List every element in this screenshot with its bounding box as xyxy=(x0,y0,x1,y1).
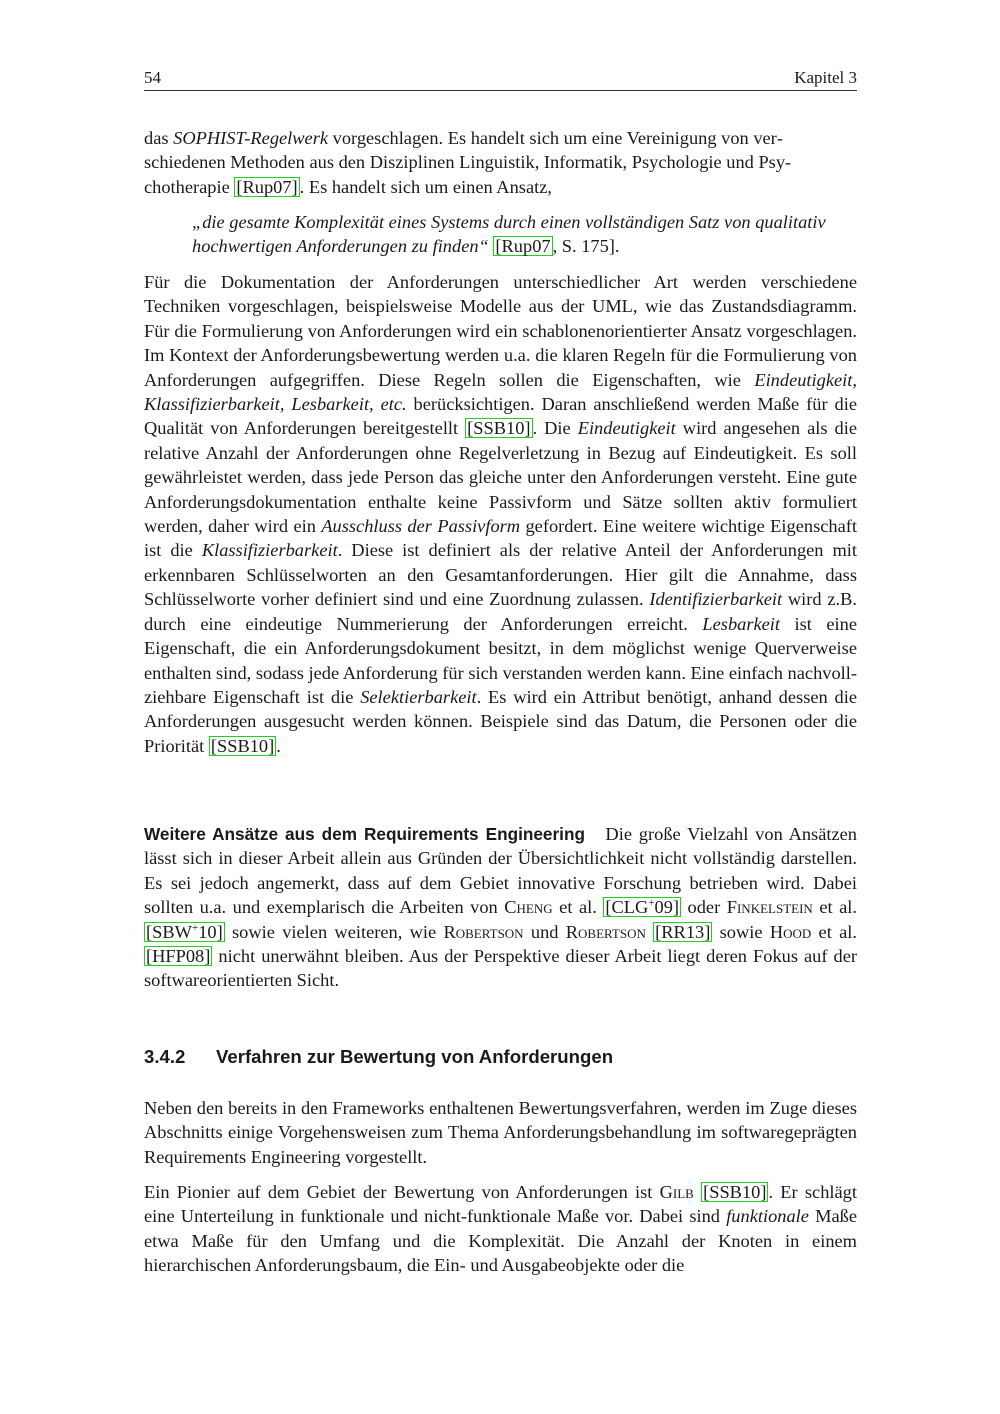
section-title: Verfahren zur Bewertung von Anforderungen xyxy=(216,1046,614,1067)
block-quote: „die gesamte Komplexität eines Systems durch einen vollständigen Satz von qualitativ hochwertigen Anforderungen zu finden“ [Rup07 , S. 175]. xyxy=(192,212,826,257)
citation-link[interactable]: [SBW+10] xyxy=(146,921,223,942)
section-heading xyxy=(144,1046,613,1068)
paragraph-heading: Weitere Ansätze aus dem Requirements Engineering xyxy=(144,824,585,844)
citation-link[interactable]: [HFP08] xyxy=(146,946,211,967)
citation-link[interactable]: [SSB10] xyxy=(703,1182,767,1202)
citation-link[interactable]: [SSB10] xyxy=(467,418,531,439)
citation-link[interactable]: [SSB10] xyxy=(210,735,275,756)
paragraph-sophist: das SOPHIST-Regelwerk vorgeschlagen. Es handelt sich um eine Vereinigung von verschiedenen Methoden aus den Disziplinen Linguistik, Informatik, Psychologie und Psychotherapie [Rup07] . Es handelt sich um einen Ansatz, xyxy=(144,128,792,197)
running-header xyxy=(144,64,857,91)
citation-link[interactable]: [Rup07 xyxy=(495,236,551,257)
paragraph-intro-evaluation: Neben den bereits in den Frameworks enthaltenen Bewertungsverfahren, werden im Zuge dieses Abschnitts einige Vorgehensweisen zum Thema Anforderungsbehandlung im softwaregeprägten Requirements Engineering vorgestellt. xyxy=(144,1098,857,1167)
citation-link[interactable]: [CLG+09] xyxy=(605,897,680,918)
citation-link[interactable]: [Rup07] xyxy=(236,176,298,197)
paragraph-further-approaches: Weitere Ansätze aus dem Requirements Engineering Die große Vielzahl von Ansätzen lässt sich in dieser Arbeit allein aus Gründen der Übersichtlichkeit nicht vollständig darstellen. Es sei jedoch angemerkt, dass auf dem Gebiet innovative Forschung betrieben wird. Dabei sollten u.a. und exemplarisch die Arbeiten von Cheng et al. [CLG+09] oder Finkelstein et al. [SBW+10] sowie vielen weiteren, wie Robertson und Robertson [RR13] sowie Hood et al. [HFP08] nicht unerwähnt bleiben. Aus der Perspektive dieser Arbeit liegt deren Fokus auf der softwareorientierten Sicht. xyxy=(144,824,857,991)
page-number: 54 xyxy=(144,68,161,87)
section-number: 3.4.2 xyxy=(144,1046,186,1067)
chapter-label: Kapitel 3 xyxy=(794,68,857,87)
citation-link[interactable]: [RR13] xyxy=(655,921,711,942)
paragraph-documentation: Für die Dokumentation der Anforderungen unterschiedlicher Art werden verschiedene Techniken vorgeschlagen, beispielsweise Modelle aus der UML, wie das Zustandsdiagramm. Für die Formulierung von Anforderungen wird ein schablonenorientierter Ansatz vorgeschlagen. Im Kontext der Anforderungsbewertung werden u.a. die klaren Regeln für die Formulierung von Anforderungen aufgegriffen. Diese Regeln sollen die Eigenschaften, wie Eindeutigkeit, Klassifizierbarkeit, Lesbarkeit, etc. berücksichtigen. Daran anschließend werden Maße für die Qualität von Anforderungen bereitgestellt [SSB10] . Die Eindeutigkeit wird angesehen als die relative Anzahl der Anforderungen ohne Regelverletzung in Bezug auf Eindeutigkeit. Es soll gewährleistet werden, dass jede Person das gleiche unter den Anforderungen versteht. Eine gute Anforderungsdokumentation enthalte keine Passivform und Sätze sollten aktiv formuliert werden, daher wird ein Ausschluss der Passivform gefordert. Eine weitere wichtige Eigenschaft ist die Klassifizierbarkeit. Diese ist definiert als der relative Anteil der Anforderungen mit erkennbaren Schlüsselworten an den Gesamtanforderungen. Hier gilt die Annahme, dass Schlüsselworte vorher definiert sind und eine Zuordnung zulassen. Identifizierbarkeit wird z.B. durch eine eindeutige Nummerierung der Anforderungen erreicht. Lesbarkeit ist eine Eigenschaft, die ein Anforderungsdokument besitzt, in dem möglichst wenige Querverweise enthalten sind, sodass jede Anforderung für sich verstanden werden kann. Eine einfach nachvollziehbare Eigenschaft ist die Selektierbarkeit. Es wird ein Attribut benötigt, anhand dessen die Anforderungen ausgesucht werden können. Beispiele sind das Datum, die Personen oder die Priorität [SSB10] . xyxy=(144,272,858,756)
paragraph-gilb: Ein Pionier auf dem Gebiet der Bewertung von Anforderungen ist Gilb [SSB10] . Er schlägt eine Unterteilung in funktionale und nicht-funktionale Maße vor. Dabei sind funktionale Maße etwa Maße für den Umfang und die Komplexität. Die Anzahl der Knoten in einem hierarchischen Anforderungsbaum, die Ein- und Ausgabeobjekte oder die xyxy=(144,1182,857,1276)
quote-text: „die gesamte Komplexität eines Systems durch einen vollständigen Satz von qualitativ hochwertigen Anforderungen zu finden“ xyxy=(192,212,826,257)
sophist-term: SOPHIST-Regelwerk xyxy=(173,128,329,148)
